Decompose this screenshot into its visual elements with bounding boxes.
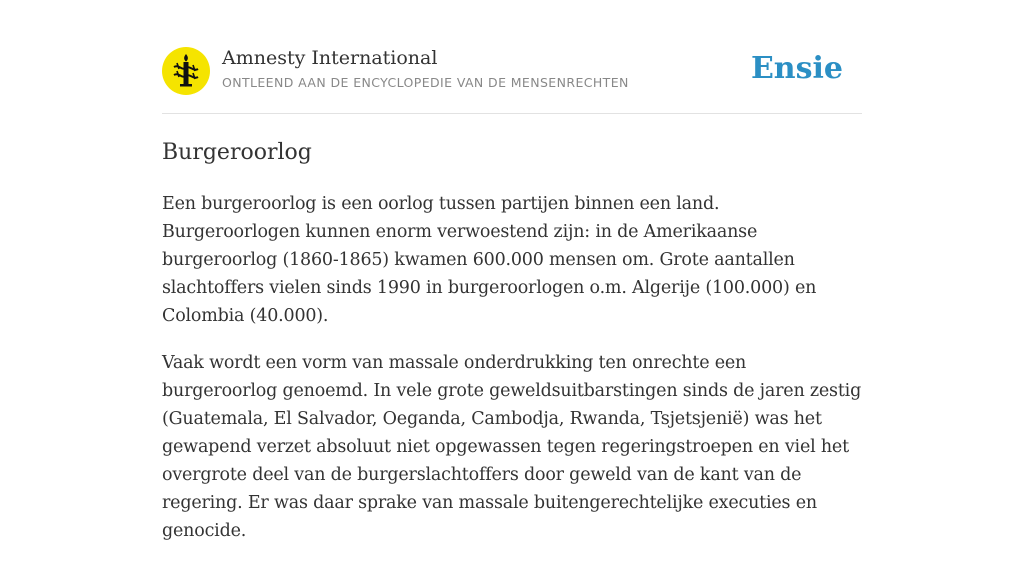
org-subtitle: ONTLEEND AAN DE ENCYCLOPEDIE VAN DE MENSENRECHTEN <box>222 75 629 90</box>
article-body <box>162 190 862 564</box>
org-name[interactable]: Amnesty International <box>222 47 438 69</box>
header-divider <box>162 113 862 114</box>
article-paragraph: Vaak wordt een vorm van massale onderdrukking ten onrechte een burgeroorlog genoemd. In vele grote geweldsuitbarstingen sinds de jaren zestig (Guatemala, El Salvador, Oeganda, Cambodja, Rwanda, Tsjetsjenië) was het gewapend verzet absoluut niet opgewassen tegen regeringstroepen en viel het overgrote deel van de burgerslachtoffers door geweld van de kant van de regering. Er was daar sprake van massale buitengerechtelijke executies en genocide. <box>162 353 862 541</box>
article-title: Burgeroorlog <box>162 140 312 165</box>
article-paragraph: Een burgeroorlog is een oorlog tussen partijen binnen een land. Burgeroorlogen kunnen enorm verwoestend zijn: in de Amerikaanse burgeroorlog (1860-1865) kwamen 600.000 mensen om. Grote aantallen slachtoffers vielen sinds 1990 in burgeroorlogen o.m. Algerije (100.000) en Colombia (40.000). <box>162 194 817 326</box>
ensie-logo-link[interactable]: Ensie <box>750 51 843 86</box>
amnesty-candle-icon <box>162 47 210 95</box>
